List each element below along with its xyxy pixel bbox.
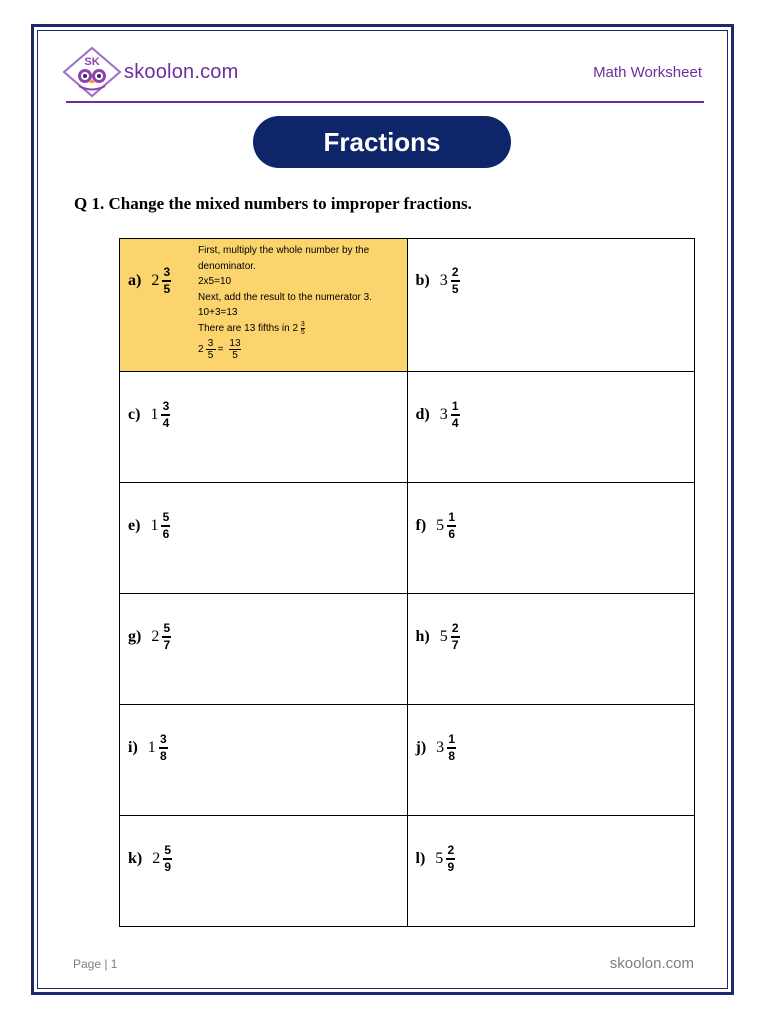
whole-number: 3 xyxy=(439,271,448,289)
problem-label: e) xyxy=(128,516,141,534)
problem-label: c) xyxy=(128,405,141,423)
fraction xyxy=(447,733,456,763)
fraction xyxy=(451,266,460,296)
fraction xyxy=(162,622,171,652)
numerator: 13 xyxy=(229,338,241,350)
whole-number: 5 xyxy=(436,516,445,534)
table-row xyxy=(120,816,695,927)
numerator: 1 xyxy=(448,510,455,524)
numerator: 1 xyxy=(448,732,455,746)
problem-label: a) xyxy=(128,271,142,289)
fraction xyxy=(451,622,460,652)
problem-cell-j[interactable] xyxy=(407,705,695,816)
page-title: Fractions xyxy=(253,116,511,168)
problem-label: d) xyxy=(415,405,430,423)
fraction xyxy=(163,844,172,874)
numerator: 5 xyxy=(164,843,172,857)
footer-site: skoolon.com xyxy=(609,955,694,972)
numerator: 3 xyxy=(300,320,305,328)
mixed-number-b xyxy=(416,266,460,296)
whole-number: 5 xyxy=(439,627,448,645)
problem-label: l) xyxy=(415,849,426,867)
header-divider xyxy=(66,101,704,103)
eq-result-fraction xyxy=(229,338,240,361)
numerator: 3 xyxy=(162,399,170,413)
hint-line: denominator. xyxy=(198,260,256,272)
numerator: 3 xyxy=(163,265,171,279)
hint-line xyxy=(198,321,402,337)
numerator: 2 xyxy=(451,621,459,635)
numerator: 2 xyxy=(451,265,459,279)
problem-cell-a xyxy=(120,239,408,372)
denominator: 5 xyxy=(163,281,171,296)
eq-whole: 2 xyxy=(198,343,204,355)
whole-number: 1 xyxy=(150,516,159,534)
whole-number: 2 xyxy=(151,627,160,645)
page-number: Page | 1 xyxy=(73,957,118,971)
skoolon-owl-logo-icon xyxy=(62,46,122,98)
whole-number: 2 xyxy=(152,849,161,867)
table-row xyxy=(120,239,695,372)
denominator: 5 xyxy=(300,328,305,336)
mixed-number-f xyxy=(416,511,457,541)
denominator: 5 xyxy=(451,281,459,296)
problem-label: h) xyxy=(415,627,430,645)
whole-number: 2 xyxy=(151,271,160,289)
denominator: 6 xyxy=(448,526,455,541)
numerator: 5 xyxy=(162,510,170,524)
hint-fraction xyxy=(301,321,305,336)
svg-text:SK: SK xyxy=(84,56,100,68)
denominator: 5 xyxy=(232,350,238,362)
denominator: 9 xyxy=(447,859,455,874)
mixed-number-k xyxy=(128,844,172,874)
numerator: 1 xyxy=(451,399,459,413)
whole-number: 5 xyxy=(435,849,444,867)
fraction xyxy=(162,266,171,296)
numerator: 2 xyxy=(447,843,455,857)
problem-cell-f[interactable] xyxy=(407,483,695,594)
fraction xyxy=(446,844,455,874)
mixed-number-h xyxy=(416,622,460,652)
denominator: 4 xyxy=(451,415,459,430)
hint-text: There are 13 fifths in 2 xyxy=(198,322,299,334)
mixed-number-j xyxy=(416,733,457,763)
table-row xyxy=(120,594,695,705)
header-worksheet-label: Math Worksheet xyxy=(593,64,702,81)
hint-line: 2x5=10 xyxy=(198,276,232,287)
mixed-number-a xyxy=(128,266,171,296)
problem-cell-k[interactable] xyxy=(120,816,408,927)
problem-cell-c[interactable] xyxy=(120,372,408,483)
hint-line: 10+3=13 xyxy=(198,307,238,318)
question-prompt: Q 1. Change the mixed numbers to improper fractions. xyxy=(74,194,472,213)
denominator: 4 xyxy=(162,415,170,430)
numerator: 3 xyxy=(207,338,214,350)
denominator: 7 xyxy=(163,637,171,652)
denominator: 7 xyxy=(451,637,459,652)
whole-number: 1 xyxy=(147,738,156,756)
problem-cell-b[interactable] xyxy=(407,239,695,372)
mixed-number-d xyxy=(416,400,460,430)
table-row xyxy=(120,705,695,816)
whole-number: 1 xyxy=(150,405,159,423)
mixed-number-c xyxy=(128,400,170,430)
mixed-number-e xyxy=(128,511,170,541)
denominator: 8 xyxy=(448,748,455,763)
problem-cell-g[interactable] xyxy=(120,594,408,705)
hint-equation xyxy=(198,338,402,361)
fraction xyxy=(447,511,456,541)
fraction xyxy=(451,400,460,430)
problem-cell-l[interactable] xyxy=(407,816,695,927)
problem-cell-d[interactable] xyxy=(407,372,695,483)
numerator: 5 xyxy=(163,621,171,635)
fraction xyxy=(161,400,170,430)
fraction xyxy=(159,733,168,763)
problem-label: j) xyxy=(415,738,427,756)
problem-label: f) xyxy=(415,516,427,534)
fraction xyxy=(161,511,170,541)
problem-label: g) xyxy=(128,627,142,645)
eq-fraction xyxy=(206,338,216,361)
numerator: 3 xyxy=(159,732,167,746)
problem-cell-h[interactable] xyxy=(407,594,695,705)
problem-grid xyxy=(119,238,695,927)
eq-sign: = xyxy=(217,343,224,355)
brand-name: skoolon.com xyxy=(124,61,239,83)
problem-cell-i[interactable] xyxy=(120,705,408,816)
worked-example-hint xyxy=(198,243,402,361)
problem-cell-e[interactable] xyxy=(120,483,408,594)
mixed-number-i xyxy=(128,733,168,763)
table-row xyxy=(120,372,695,483)
denominator: 9 xyxy=(164,859,172,874)
mixed-number-l xyxy=(416,844,456,874)
denominator: 5 xyxy=(207,350,214,362)
problem-label: b) xyxy=(415,271,430,289)
table-row xyxy=(120,483,695,594)
mixed-number-g xyxy=(128,622,171,652)
problem-label: k) xyxy=(128,849,143,867)
denominator: 6 xyxy=(162,526,170,541)
whole-number: 3 xyxy=(439,405,448,423)
problem-label: i) xyxy=(128,738,138,756)
hint-line: Next, add the result to the numerator 3. xyxy=(198,291,372,303)
whole-number: 3 xyxy=(436,738,445,756)
denominator: 8 xyxy=(159,748,167,763)
hint-line: First, multiply the whole number by the xyxy=(198,245,370,256)
